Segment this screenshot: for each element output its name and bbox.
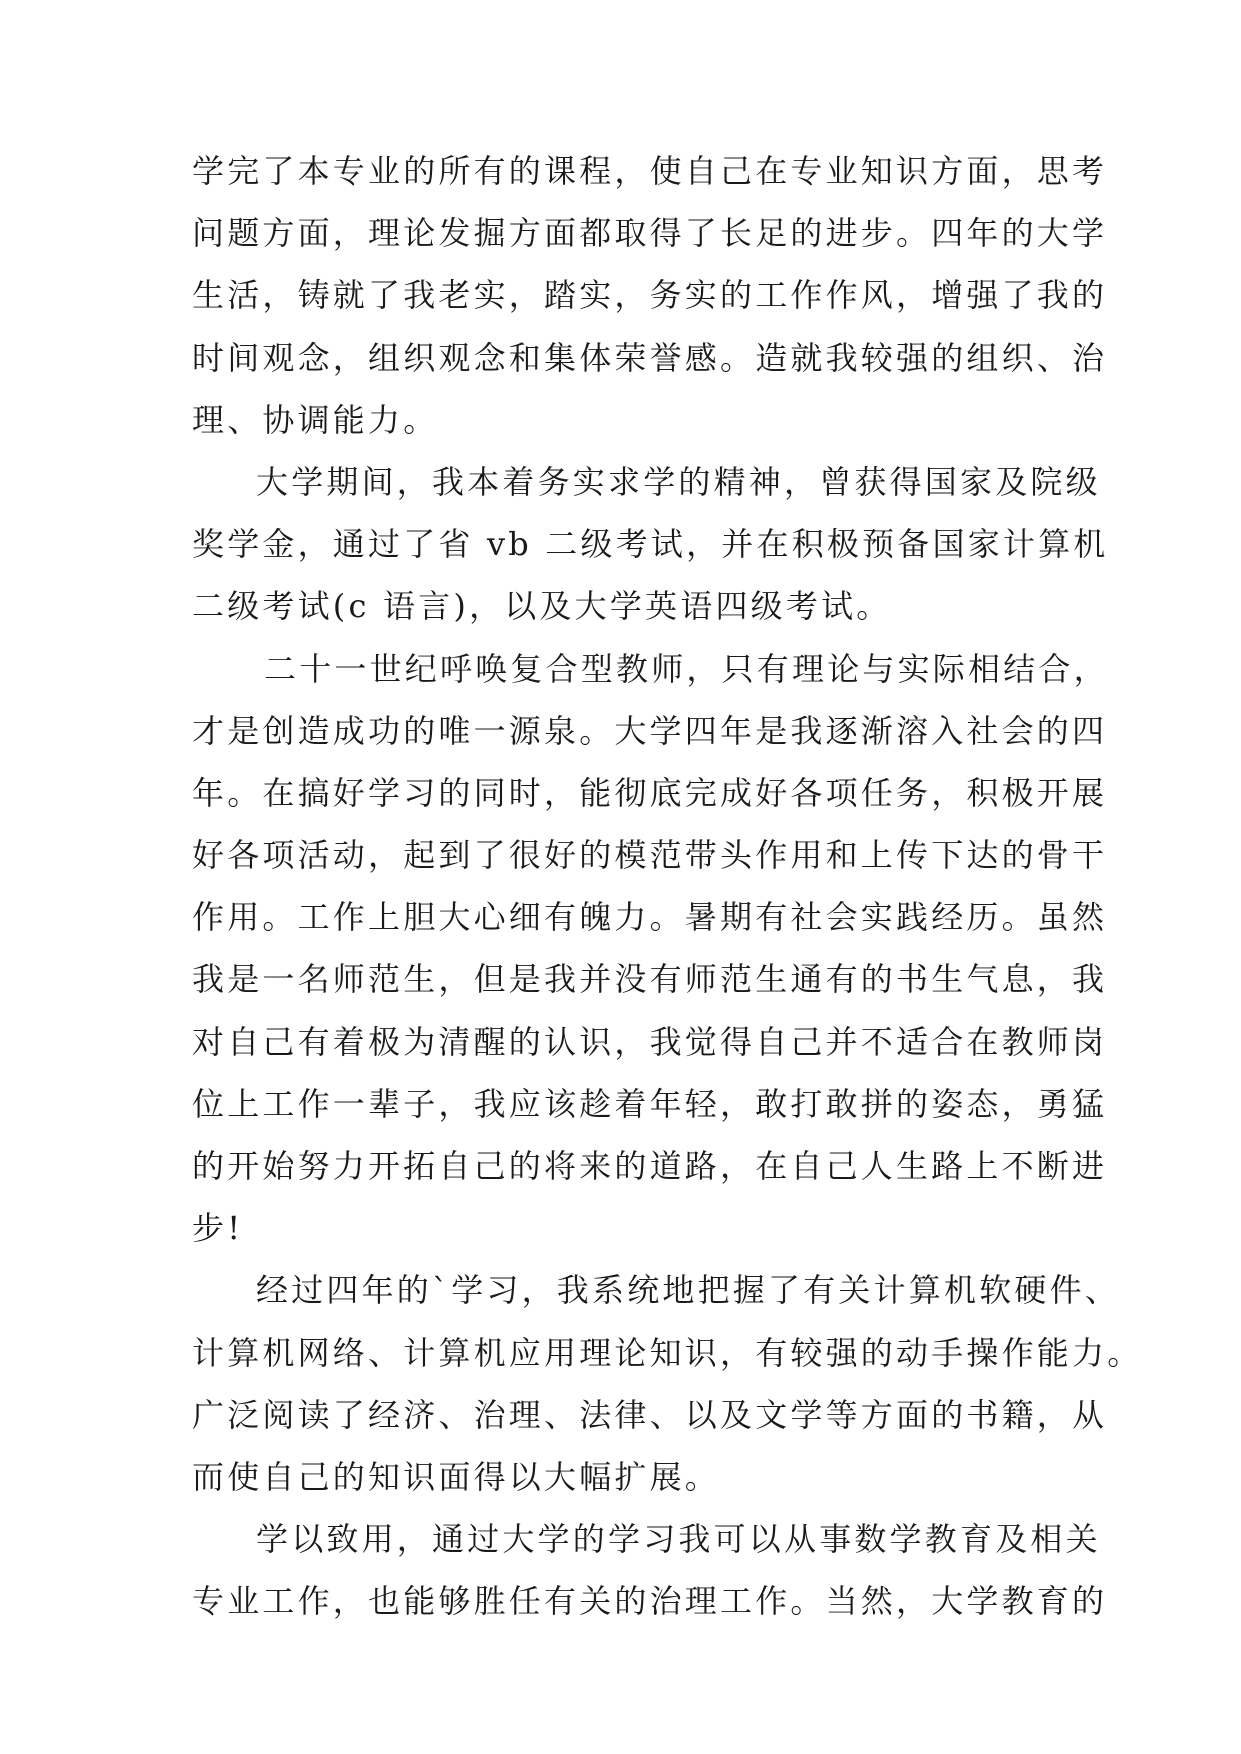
text-line: 对自己有着极为清醒的认识，我觉得自己并不适合在教师岗 xyxy=(192,1022,1108,1061)
text-line: 计算机网络、计算机应用理论知识，有较强的动手操作能力。 xyxy=(192,1333,1143,1372)
text-line: 我是一名师范生，但是我并没有师范生通有的书生气息，我 xyxy=(192,960,1108,999)
text-line: 问题方面，理论发掘方面都取得了长足的进步。四年的大学 xyxy=(192,214,1108,253)
text-line: 二十一世纪呼唤复合型教师，只有理论与实际相结合， xyxy=(264,649,1109,688)
text-line: 大学期间，我本着务实求学的精神，曾获得国家及院级 xyxy=(256,462,1101,501)
text-line: 而使自己的知识面得以大幅扩展。 xyxy=(192,1457,721,1496)
text-line: 经过四年的`学习，我系统地把握了有关计算机软硬件、 xyxy=(256,1271,1121,1310)
paragraph-3 xyxy=(192,638,1109,1260)
text-line: 步! xyxy=(192,1209,244,1248)
text-line: 广泛阅读了经济、治理、法律、以及文学等方面的书籍，从 xyxy=(192,1395,1108,1434)
paragraph-4 xyxy=(192,1259,1143,1508)
text-line: 位上工作一辈子，我应该趁着年轻，敢打敢拼的姿态，勇猛 xyxy=(192,1084,1108,1123)
text-line: 生活，铸就了我老实，踏实，务实的工作作风，增强了我的 xyxy=(192,276,1108,315)
text-line: 好各项活动，起到了很好的模范带头作用和上传下达的骨干 xyxy=(192,836,1108,875)
text-line: 的开始努力开拓自己的将来的道路，在自己人生路上不断进 xyxy=(192,1147,1108,1185)
text-line: 理、协调能力。 xyxy=(192,400,439,439)
paragraph-1 xyxy=(192,140,1108,451)
text-line: 年。在搞好学习的同时，能彻底完成好各项任务，积极开展 xyxy=(192,773,1108,812)
text-line: 学以致用，通过大学的学习我可以从事数学教育及相关 xyxy=(256,1520,1101,1559)
text-line: 二级考试(c 语言)，以及大学英语四级考试。 xyxy=(192,587,892,626)
paragraph-5 xyxy=(192,1508,1108,1632)
paragraph-2 xyxy=(192,451,1109,638)
text-line: 专业工作，也能够胜任有关的治理工作。当然，大学教育的 xyxy=(192,1582,1108,1621)
body-text xyxy=(192,140,1143,1633)
text-line: 才是创造成功的唯一源泉。大学四年是我逐渐溶入社会的四 xyxy=(192,711,1108,750)
text-line: 作用。工作上胆大心细有魄力。暑期有社会实践经历。虽然 xyxy=(192,898,1108,937)
text-line: 时间观念，组织观念和集体荣誉感。造就我较强的组织、治 xyxy=(192,338,1108,377)
text-line: 奖学金，通过了省 vb 二级考试，并在积极预备国家计算机 xyxy=(192,525,1109,564)
text-line: 学完了本专业的所有的课程，使自己在专业知识方面，思考 xyxy=(192,152,1108,190)
